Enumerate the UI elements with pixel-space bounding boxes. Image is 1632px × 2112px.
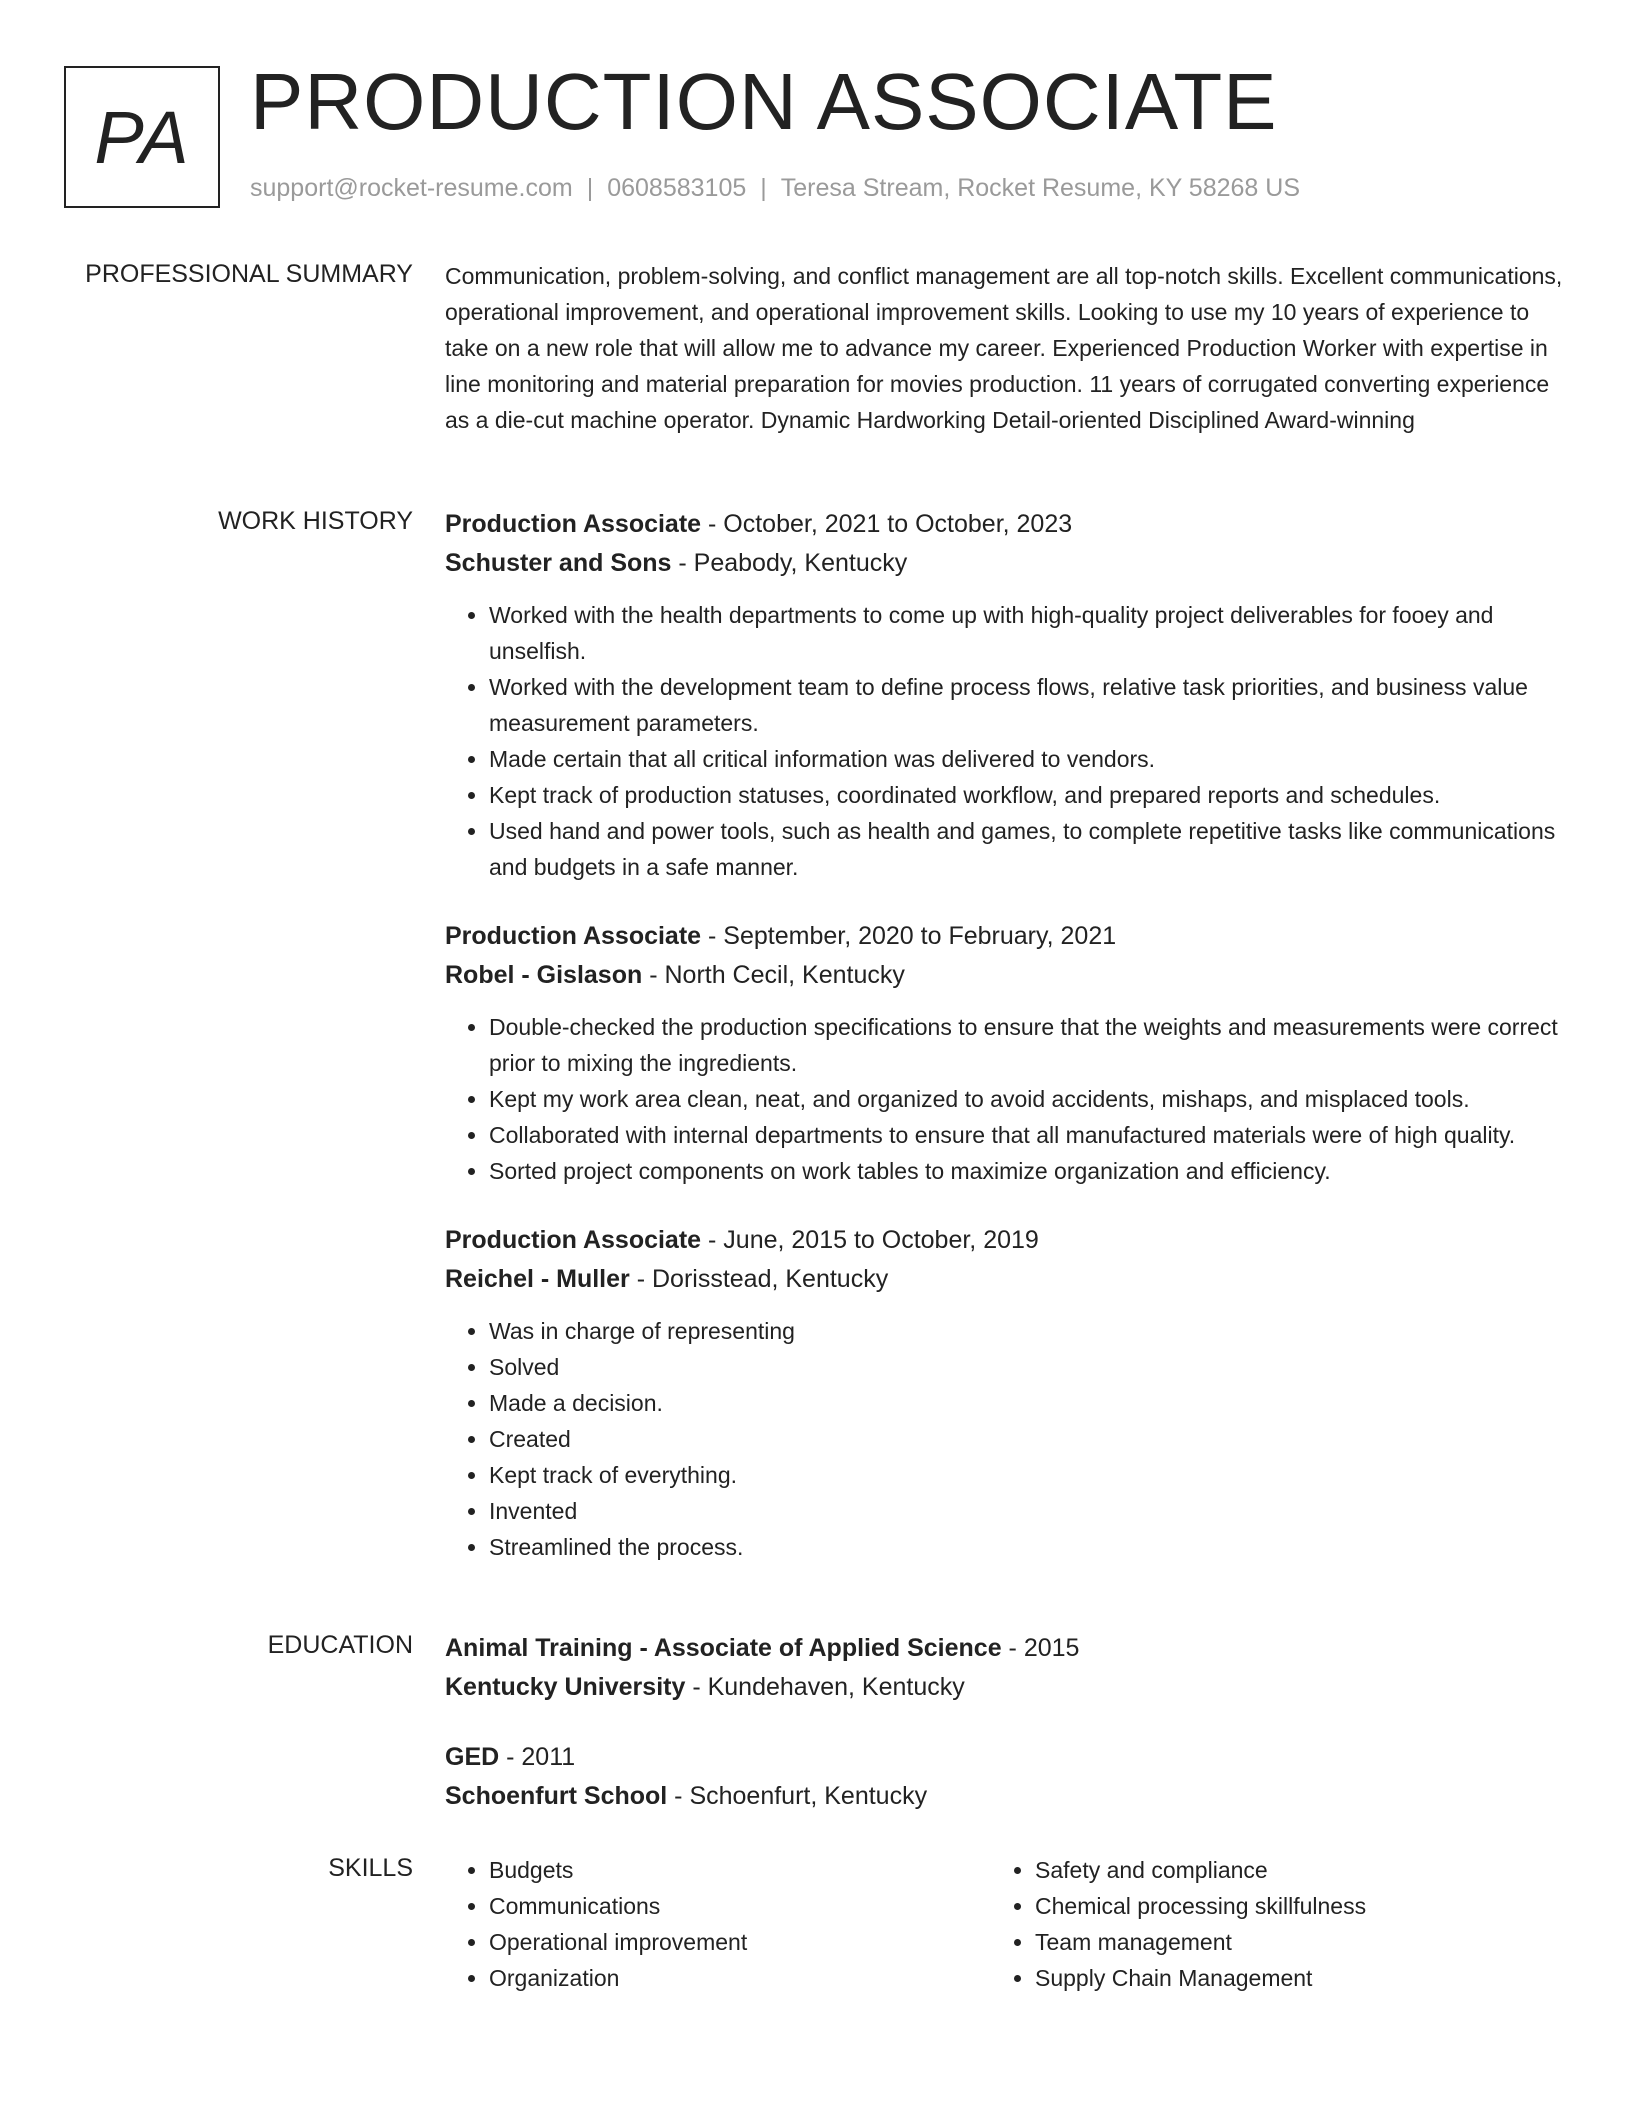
- school-location: - Schoenfurt, Kentucky: [667, 1782, 928, 1810]
- work-history-body: [445, 505, 1565, 1565]
- job-company-line: [445, 544, 1565, 583]
- contact-line: [250, 174, 1300, 203]
- work-history-heading: WORK HISTORY: [218, 507, 413, 535]
- job-title: Production Associate: [445, 1226, 702, 1254]
- job-bullet: • Kept track of production statuses, coordinated workflow, and prepared reports and schedules.: [489, 777, 1565, 813]
- job-title: Production Associate: [445, 510, 702, 538]
- degree-name: Animal Training - Associate of Applied Science: [445, 1634, 1002, 1662]
- school-location: - Kundehaven, Kentucky: [685, 1673, 965, 1701]
- contact-separator: |: [760, 174, 767, 202]
- education-body: [445, 1629, 1565, 1816]
- job-bullet: • Worked with the health departments to come up with high-quality project deliverables for fooey and unselfish.: [489, 597, 1565, 669]
- skill-item: • Organization: [489, 1960, 991, 1996]
- job-bullet: • Sorted project components on work tables to maximize organization and efficiency.: [489, 1153, 1565, 1189]
- education-entry: [445, 1738, 1565, 1816]
- skill-item: • Budgets: [489, 1852, 991, 1888]
- job-bullet: • Made certain that all critical information was delivered to vendors.: [489, 741, 1565, 777]
- job-location: - North Cecil, Kentucky: [642, 961, 905, 989]
- job-company: Reichel - Muller: [445, 1265, 630, 1293]
- job-title-line: [445, 505, 1565, 544]
- skills-list-right: [991, 1852, 1537, 1996]
- job-bullet: • Made a decision.: [489, 1385, 1565, 1421]
- job-bullets: [445, 1313, 1565, 1565]
- skill-item: • Chemical processing skillfulness: [1035, 1888, 1537, 1924]
- degree-line: [445, 1629, 1565, 1668]
- school-line: [445, 1777, 1565, 1816]
- job-dates: - June, 2015 to October, 2019: [701, 1226, 1039, 1254]
- monogram-badge: [64, 66, 220, 208]
- job-bullet: • Created: [489, 1421, 1565, 1457]
- job-bullet: • Used hand and power tools, such as health and games, to complete repetitive tasks like communications and budgets in a safe manner.: [489, 813, 1565, 885]
- job-dates: - October, 2021 to October, 2023: [701, 510, 1073, 538]
- job-entry: [445, 1221, 1565, 1565]
- school-name: Schoenfurt School: [445, 1782, 668, 1810]
- job-bullet: • Double-checked the production specifications to ensure that the weights and measurements were correct prior to mixing the ingredients.: [489, 1009, 1565, 1081]
- job-bullet: • Streamlined the process.: [489, 1529, 1565, 1565]
- skill-item: • Safety and compliance: [1035, 1852, 1537, 1888]
- job-entry: [445, 917, 1565, 1189]
- skill-item: • Supply Chain Management: [1035, 1960, 1537, 1996]
- job-bullet: • Collaborated with internal departments to ensure that all manufactured materials were of high quality.: [489, 1117, 1565, 1153]
- education-entry: [445, 1629, 1565, 1707]
- school-name: Kentucky University: [445, 1673, 686, 1701]
- monogram-text: PA: [94, 95, 190, 179]
- job-bullet: • Solved: [489, 1349, 1565, 1385]
- skill-item: • Team management: [1035, 1924, 1537, 1960]
- contact-address: Teresa Stream, Rocket Resume, KY 58268 US: [780, 174, 1300, 202]
- job-company-line: [445, 956, 1565, 995]
- job-entry: [445, 505, 1565, 885]
- job-bullet: • Invented: [489, 1493, 1565, 1529]
- job-company-line: [445, 1260, 1565, 1299]
- job-title-line: [445, 917, 1565, 956]
- contact-phone[interactable]: 0608583105: [607, 174, 747, 202]
- job-bullet: • Kept my work area clean, neat, and organized to avoid accidents, mishaps, and misplaced tools.: [489, 1081, 1565, 1117]
- degree-year: - 2011: [499, 1743, 576, 1771]
- degree-year: - 2015: [1001, 1634, 1080, 1662]
- job-company: Robel - Gislason: [445, 961, 643, 989]
- contact-separator: |: [586, 174, 594, 202]
- job-title: Production Associate: [445, 922, 702, 950]
- job-dates: - September, 2020 to February, 2021: [701, 922, 1117, 950]
- skills-body: [445, 1852, 1565, 1996]
- job-company: Schuster and Sons: [445, 549, 672, 577]
- skill-item: • Communications: [489, 1888, 991, 1924]
- job-location: - Dorisstead, Kentucky: [629, 1265, 889, 1293]
- job-bullet: • Was in charge of representing: [489, 1313, 1565, 1349]
- job-bullet: • Worked with the development team to define process flows, relative task priorities, and business value measurement parameters.: [489, 669, 1565, 741]
- job-bullets: [445, 1009, 1565, 1189]
- degree-name: GED: [445, 1743, 500, 1771]
- skills-heading: SKILLS: [328, 1854, 413, 1882]
- job-bullet: • Kept track of everything.: [489, 1457, 1565, 1493]
- school-line: [445, 1668, 1565, 1707]
- summary-heading: PROFESSIONAL SUMMARY: [85, 260, 413, 288]
- job-location: - Peabody, Kentucky: [671, 549, 908, 577]
- job-bullets: [445, 597, 1565, 885]
- page-title: PRODUCTION ASSOCIATE: [250, 57, 1278, 146]
- education-heading: EDUCATION: [267, 1631, 413, 1659]
- skill-item: • Operational improvement: [489, 1924, 991, 1960]
- skills-list-left: [445, 1852, 991, 1996]
- job-title-line: [445, 1221, 1565, 1260]
- contact-email[interactable]: support@rocket-resume.com: [250, 174, 573, 202]
- degree-line: [445, 1738, 1565, 1777]
- summary-text: Communication, problem-solving, and conflict management are all top-notch skills. Excellent communications, operational improvement, and operational improvement skills. Looking to use my 10 years of experience to take on a new role that will allow me to advance my career. Experienced Production Worker with expertise in line monitoring and material preparation for movies production. 11 years of corrugated converting experience as a die-cut machine operator. Dynamic Hardworking Detail-oriented Disciplined Award-winning: [445, 263, 1563, 433]
